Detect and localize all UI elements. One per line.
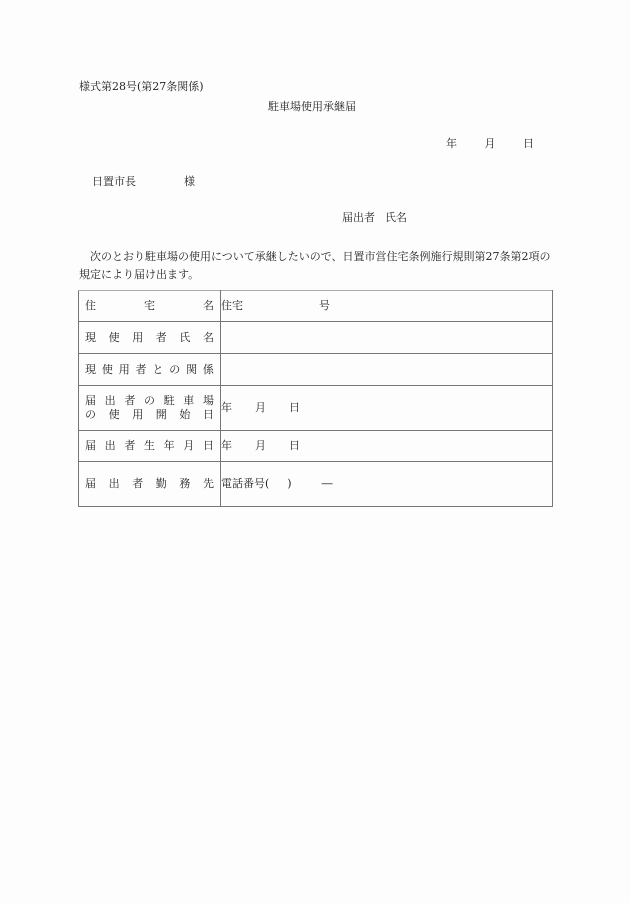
table-row-birth-date <box>79 431 553 462</box>
field-parking-start-date[interactable]: 年 月 日 <box>221 386 553 431</box>
field-workplace[interactable]: 電話番号( ) ― <box>221 462 553 507</box>
form-number: 様式第28号(第27条関係) <box>79 80 204 93</box>
document-title: 駐車場使用承継届 <box>268 100 356 113</box>
label-relationship: 現 使 用 者 と の 関 係 <box>79 354 221 386</box>
label-workplace: 届 出 者 勤 務 先 <box>79 462 221 507</box>
body-text: 次のとおり駐車場の使用について承継したいので、日置市営住宅条例施行規則第27条第2項の規定により届け出ます。 <box>79 250 551 281</box>
addressee <box>92 175 195 189</box>
application-form-table <box>78 290 553 507</box>
applicant-block <box>342 211 407 225</box>
label-parking-start-date: 届 出 者 の 駐 車 場 の 使 用 開 始 日 <box>79 386 221 431</box>
phone-dash: ― <box>321 477 333 490</box>
addressee-honorific: 様 <box>184 175 195 188</box>
submission-date <box>446 137 534 151</box>
year-label: 年 <box>446 137 457 150</box>
label-birth-date: 届 出 者 生 年 月 日 <box>79 431 221 462</box>
table-row-relationship <box>79 354 553 386</box>
field-housing-name[interactable] <box>221 291 553 322</box>
table-row-workplace <box>79 462 553 507</box>
label-housing-name: 住 宅 名 <box>79 291 221 322</box>
applicant-name-label: 氏名 <box>385 211 407 224</box>
month-label: 月 <box>484 137 496 150</box>
field-relationship[interactable] <box>221 354 553 386</box>
housing-number-suffix: 号 <box>319 299 330 312</box>
field-birth-date[interactable]: 年 月 日 <box>221 431 553 462</box>
table-row-parking-start-date <box>79 386 553 431</box>
housing-prefix: 住宅 <box>221 299 243 312</box>
table-row-current-user-name <box>79 322 553 354</box>
table-row-housing-name <box>79 291 553 322</box>
label-current-user-name: 現 使 用 者 氏 名 <box>79 322 221 354</box>
phone-label: 電話番号( <box>221 477 270 490</box>
day-label: 日 <box>523 137 534 150</box>
applicant-label: 届出者 <box>342 211 375 224</box>
addressee-name: 日置市長 <box>92 175 136 188</box>
field-current-user-name[interactable] <box>221 322 553 354</box>
